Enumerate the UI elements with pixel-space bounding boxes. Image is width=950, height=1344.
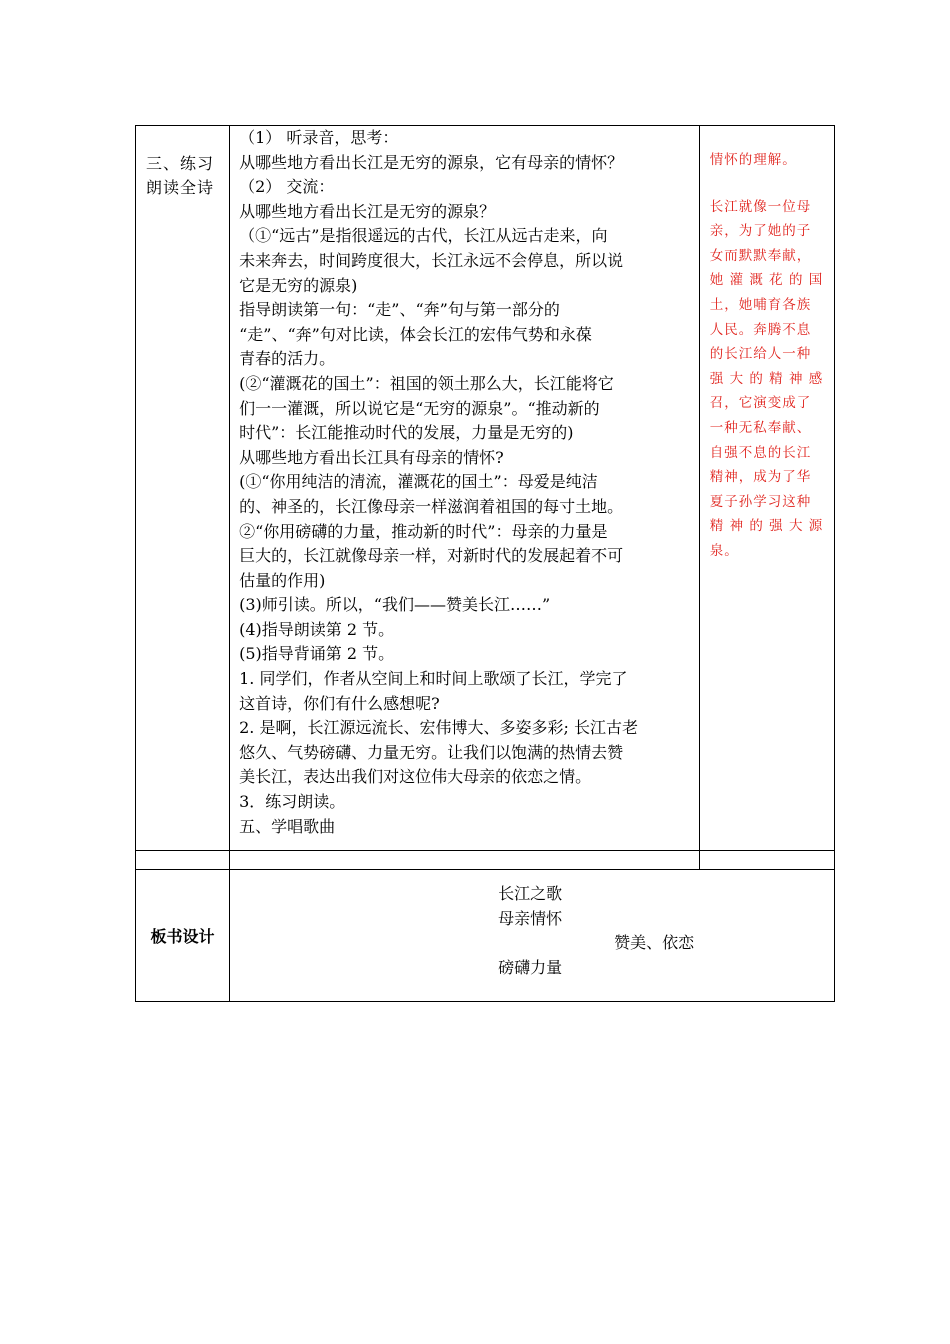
- content-line: 1. 同学们，作者从空间上和时间上歌颂了长江，学完了: [239, 669, 628, 689]
- content-line: “走”、“奔”句对比读，体会长江的宏伟气势和永葆: [239, 324, 592, 344]
- notes-line: 土，她哺育各族: [709, 296, 812, 313]
- content-line: 从哪些地方看出长江具有母亲的情怀?: [239, 447, 504, 467]
- notes-paragraph: [710, 195, 828, 564]
- notes-line: 她 灌 溉 花 的 国: [709, 272, 824, 289]
- content-line: 们一一灌溉，所以说它是“无穷的源泉”。“推动新的: [239, 398, 600, 418]
- notes-cell: [699, 126, 834, 851]
- notes-line: 召，它演变成了: [709, 395, 812, 412]
- notes-line: 精 神 的 强 大 源: [709, 518, 824, 535]
- content-line: 这首诗，你们有什么感想呢?: [239, 693, 440, 713]
- content-line: ②“你用磅礴的力量，推动新的时代”：母亲的力量是: [239, 521, 608, 541]
- section-label-cell: [136, 126, 230, 851]
- board-title: 长江之歌: [498, 884, 563, 903]
- empty-cell-3: [699, 851, 834, 870]
- content-line: 巨大的，长江就像母亲一样，对新时代的发展起着不可: [239, 546, 624, 566]
- content-line: 的、神圣的，长江像母亲一样滋润着祖国的每寸土地。: [239, 496, 624, 516]
- lesson-plan-table: [135, 125, 835, 1002]
- content-line: 从哪些地方看出长江是无穷的源泉，它有母亲的情怀？: [239, 152, 624, 172]
- notes-line: 人民。奔腾不息: [709, 321, 812, 338]
- section-label-line-1: 三、练习: [146, 154, 215, 173]
- notes-line: 夏子孙学习这种: [709, 493, 812, 510]
- empty-cell-2: [230, 851, 700, 870]
- content-line: 从哪些地方看出长江是无穷的源泉？: [239, 201, 496, 221]
- content-line: （1） 听录音，思考：: [239, 128, 399, 147]
- notes-line: 亲，为了她的子: [709, 223, 812, 240]
- content-line: 青春的活力。: [239, 349, 336, 369]
- board-design-label: 板书设计: [136, 870, 230, 1002]
- content-line: 估量的作用): [239, 570, 326, 590]
- content-line: 它是无穷的源泉): [239, 275, 358, 295]
- content-line: （①“远古”是指很遥远的古代，长江从远古走来，向: [239, 226, 608, 246]
- lesson-row-practice-reading: [136, 126, 835, 851]
- notes-line: 长江就像一位母: [709, 198, 812, 215]
- notes-first-line: 情怀的理解。: [709, 152, 797, 168]
- empty-row: [136, 851, 835, 870]
- content-line: (3)师引读。所以，“我们——赞美长江……”: [239, 595, 551, 615]
- section-label: [136, 126, 229, 200]
- notes-line: 自强不息的长江: [709, 444, 812, 461]
- content-line: (②“灌溉花的国土”：祖国的领土那么大，长江能将它: [239, 373, 614, 393]
- content-line: 未来奔去，时间跨度很大，长江永远不会停息，所以说: [239, 250, 624, 270]
- notes-line: 一种无私奉献、: [709, 419, 812, 436]
- board-design-cell: [230, 870, 835, 1002]
- content-line: (①“你用纯洁的清流，灌溉花的国土”：母爱是纯洁: [239, 472, 598, 492]
- teaching-content: [230, 126, 699, 839]
- content-line: 时代”：长江能推动时代的发展，力量是无穷的): [239, 423, 574, 443]
- content-line: (5)指导背诵第 2 节。: [239, 644, 395, 664]
- content-line: 3．练习朗读。: [239, 792, 346, 812]
- notes-line: 强 大 的 精 神 感: [709, 370, 824, 387]
- notes-line: 泉。: [709, 542, 739, 559]
- content-line: 2. 是啊，长江源远流长、宏伟博大、多姿多彩; 长江古老: [239, 718, 638, 738]
- notes-line: 女而默默奉献，: [709, 247, 812, 264]
- empty-cell-1: [136, 851, 230, 870]
- notes-line: 精神，成为了华: [709, 469, 812, 486]
- content-line: 五、学唱歌曲: [239, 816, 336, 836]
- content-line: （2） 交流：: [239, 177, 335, 197]
- content-line: (4)指导朗读第 2 节。: [239, 619, 395, 639]
- content-line: 美长江，表达出我们对这位伟大母亲的依恋之情。: [239, 767, 592, 787]
- content-line: 悠久、气势磅礴、力量无穷。让我们以饱满的热情去赞: [239, 742, 624, 762]
- board-design-row: [136, 870, 835, 1002]
- board-line-mother: 母亲情怀: [498, 909, 563, 928]
- notes-line: 的长江给人一种: [709, 346, 812, 363]
- board-line-power: 磅礴力量: [498, 958, 563, 977]
- content-line: 指导朗读第一句：“走”、“奔”句与第一部分的: [239, 300, 560, 320]
- board-line-praise: 赞美、依恋: [614, 933, 695, 952]
- section-label-line-2: 朗读全诗: [146, 178, 215, 197]
- design-notes: [700, 126, 834, 564]
- teaching-content-cell: [230, 126, 700, 851]
